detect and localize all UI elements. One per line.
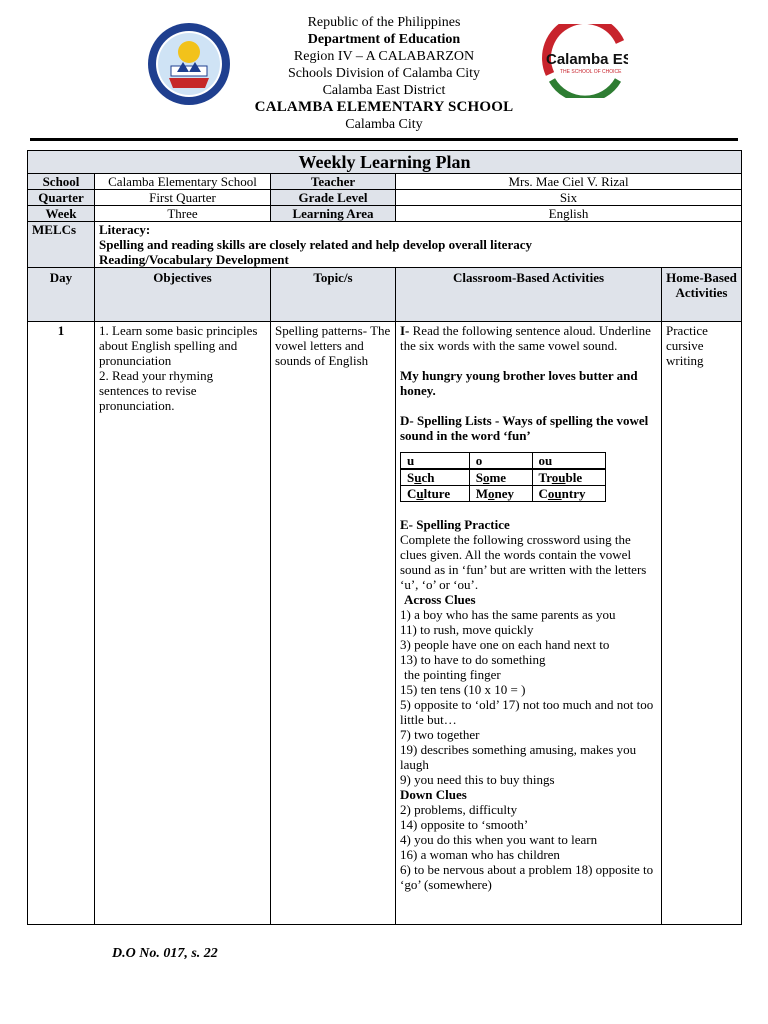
- activity-d-title: D- Spelling Lists - Ways of spelling the vowel sound in the word ‘fun’: [400, 413, 649, 443]
- spelling-word: Country: [532, 486, 605, 502]
- learning-area-value: English: [396, 206, 742, 222]
- region-line: Region IV – A CALABARZON: [293, 49, 475, 64]
- department-line: Department of Education: [307, 32, 461, 47]
- down-clue: 6) to be nervous about a problem 18) opposite to ‘go’ (somewhere): [400, 862, 654, 892]
- quarter-label: Quarter: [28, 190, 95, 206]
- melcs-line: Literacy:: [99, 222, 151, 237]
- across-clue: 3) people have one on each hand next to: [400, 637, 610, 652]
- melcs-content: [95, 222, 742, 268]
- activity-i-instructions: I- Read the following sentence aloud. Underline the six words with the same vowel sound.: [400, 323, 651, 353]
- division-line: Schools Division of Calamba City: [287, 66, 481, 81]
- city-line: Calamba City: [345, 117, 423, 132]
- down-clue: 4) you do this when you want to learn: [400, 832, 598, 847]
- calamba-es-logo: [540, 24, 628, 98]
- spelling-word: Some: [469, 469, 532, 486]
- logo-tagline: THE SCHOOL OF CHOICE: [560, 69, 622, 75]
- school-value: Calamba Elementary School: [95, 174, 271, 190]
- spelling-word: Trouble: [532, 469, 605, 486]
- weekly-learning-plan-table: [27, 150, 742, 925]
- activity-e-title: E- Spelling Practice: [400, 517, 510, 532]
- spelling-column-o: o: [469, 453, 532, 470]
- topics-header: Topic/s: [271, 268, 396, 322]
- teacher-value: Mrs. Mae Ciel V. Rizal: [396, 174, 742, 190]
- district-line: Calamba East District: [322, 83, 446, 98]
- header-divider: [30, 138, 738, 141]
- activity-e-text: Complete the following crossword using the clues given. All the words contain the vowel sound as in ‘fun’ but are written with the letters ‘u’, ‘o’ or ‘ou’.: [400, 532, 647, 592]
- day-number: 1: [28, 322, 95, 925]
- spelling-word: Money: [469, 486, 532, 502]
- learning-area-label: Learning Area: [271, 206, 396, 222]
- across-clue: 11) to rush, move quickly: [400, 622, 534, 637]
- classroom-activities-cell: [396, 322, 662, 925]
- across-clue: 15) ten tens (10 x 10 = ): [400, 682, 526, 697]
- department-order-number: D.O No. 017, s. 22: [112, 946, 218, 961]
- day-header: Day: [28, 268, 95, 322]
- school-name: CALAMBA ELEMENTARY SCHOOL: [254, 99, 514, 115]
- down-clues-title: Down Clues: [400, 787, 467, 802]
- week-value: Three: [95, 206, 271, 222]
- week-label: Week: [28, 206, 95, 222]
- quarter-value: First Quarter: [95, 190, 271, 206]
- activity-i-text: Read the following sentence aloud. Underline the six words with the same vowel sound.: [400, 323, 651, 353]
- across-clue: 7) two together: [400, 727, 480, 742]
- across-clue: 9) you need this to buy things: [400, 772, 555, 787]
- spelling-word: Such: [401, 469, 470, 486]
- across-clue: 1) a boy who has the same parents as you: [400, 607, 616, 622]
- melcs-line: Reading/Vocabulary Development: [99, 252, 289, 267]
- spelling-word: Culture: [401, 486, 470, 502]
- across-clue: the pointing finger: [404, 667, 501, 682]
- melcs-label: MELCs: [28, 222, 95, 268]
- spelling-column-u: u: [401, 453, 470, 470]
- down-clue: 16) a woman who has children: [400, 847, 560, 862]
- target-sentence: My hungry young brother loves butter and honey.: [400, 368, 638, 398]
- melcs-line: Spelling and reading skills are closely related and help develop overall literacy: [99, 237, 532, 252]
- grade-level-value: Six: [396, 190, 742, 206]
- across-clue: 19) describes something amusing, makes you laugh: [400, 742, 637, 772]
- teacher-label: Teacher: [271, 174, 396, 190]
- school-label: School: [28, 174, 95, 190]
- spelling-column-ou: ou: [532, 453, 605, 470]
- home-activities-cell: Practice cursive writing: [662, 322, 742, 925]
- across-clue: 5) opposite to ‘old’ 17) not too much and not too little but…: [400, 697, 654, 727]
- topics-cell: Spelling patterns- The vowel letters and sounds of English: [271, 322, 396, 925]
- letterhead: [0, 14, 768, 133]
- home-activities-header: Home-Based Activities: [662, 268, 742, 322]
- classroom-activities-header: Classroom-Based Activities: [396, 268, 662, 322]
- plan-title: Weekly Learning Plan: [28, 151, 742, 174]
- logo-text: Calamba ES: [546, 51, 628, 68]
- across-clues-title: Across Clues: [404, 592, 476, 607]
- down-clue: 14) opposite to ‘smooth’: [400, 817, 529, 832]
- republic-line: Republic of the Philippines: [307, 15, 461, 30]
- spelling-list-table: [400, 452, 606, 502]
- across-clue: 13) to have to do something: [400, 652, 546, 667]
- objectives-cell: 1. Learn some basic principles about English spelling and pronunciation 2. Read your rhyming sentences to revise pronunciation.: [95, 322, 271, 925]
- objectives-header: Objectives: [95, 268, 271, 322]
- down-clue: 2) problems, difficulty: [400, 802, 518, 817]
- grade-level-label: Grade Level: [271, 190, 396, 206]
